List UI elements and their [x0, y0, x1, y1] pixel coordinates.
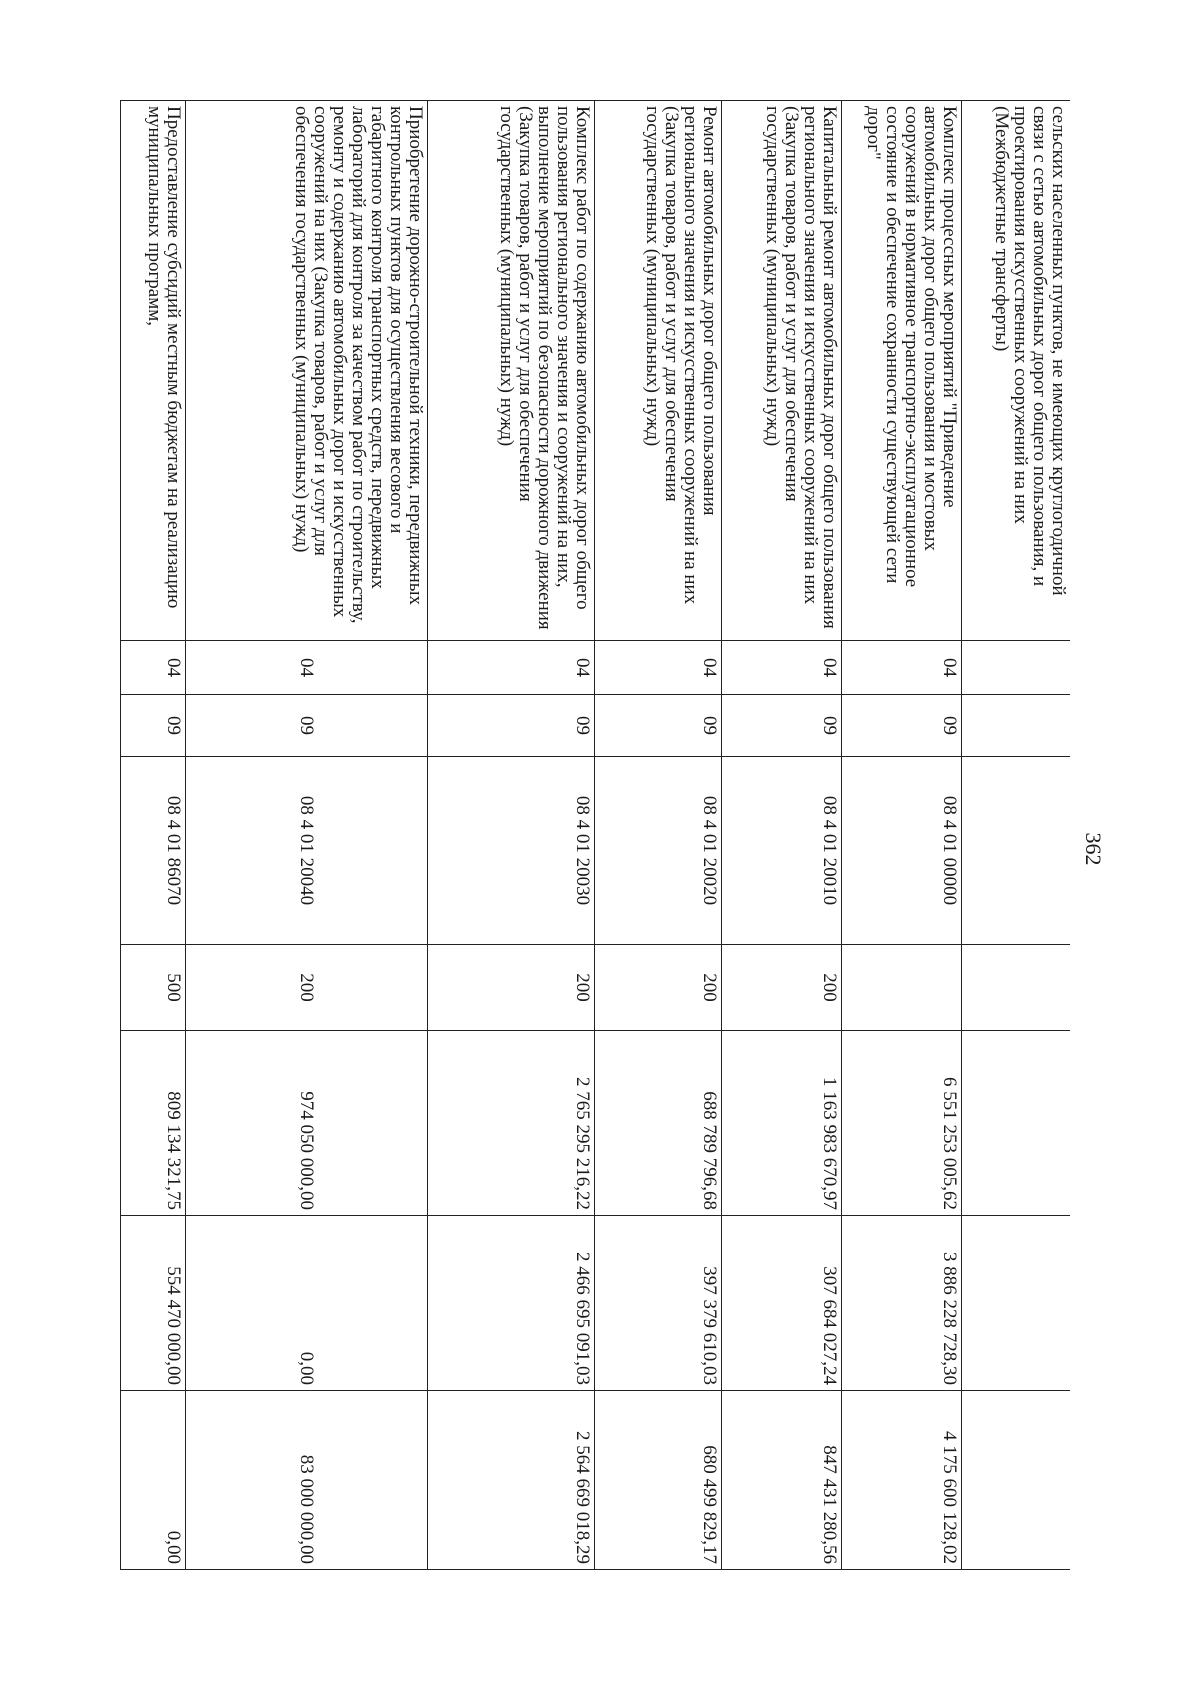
cell-target-article: [961, 757, 1070, 945]
cell-expense-type: [961, 945, 1070, 1031]
cell-amount-2: 3 886 228 728,30: [841, 1216, 961, 1391]
cell-amount-3: 83 000 000,00: [186, 1391, 428, 1570]
cell-amount-1: 974 050 000,00: [186, 1031, 428, 1216]
table-row: [722, 101, 842, 1570]
cell-amount-3: [961, 1391, 1070, 1570]
cell-amount-1: 1 163 983 670,97: [722, 1031, 842, 1216]
cell-section: 04: [594, 641, 721, 695]
cell-target-article: 08 4 01 00000: [841, 757, 961, 945]
cell-amount-2: 307 684 027,24: [722, 1216, 842, 1391]
cell-subsection: [961, 695, 1070, 757]
table-row: [121, 101, 186, 1570]
cell-target-article: 08 4 01 86070: [121, 757, 186, 945]
cell-name: Ремонт автомобильных дорог общего пользования регионального значения и искусственных сооружений на них (Закупка товаров, работ и услуг для обеспечения государственных (муниципальных) нужд): [594, 101, 721, 641]
cell-target-article: 08 4 01 20020: [594, 757, 721, 945]
cell-amount-1: 688 789 796,68: [594, 1031, 721, 1216]
budget-table: [120, 100, 1070, 1570]
rotated-table-container: [120, 100, 1070, 1569]
cell-subsection: 09: [594, 695, 721, 757]
cell-section: [961, 641, 1070, 695]
cell-expense-type: 200: [186, 945, 428, 1031]
table-row: [594, 101, 721, 1570]
cell-name: Приобретение дорожно-строительной техники, передвижных контрольных пунктов для осуществления весового и габаритного контроля транспортных средств, передвижных лабораторий для контроля за качеством работ по строительству, ремонту и содержанию автомобильных дорог и искусственных сооружений на них (Закупка товаров, работ и услуг для обеспечения государственных (муниципальных) нужд): [186, 101, 428, 641]
cell-name: Капитальный ремонт автомобильных дорог общего пользования регионального значения и искусственных сооружений на них (Закупка товаров, работ и услуг для обеспечения государственных (муниципальных) нужд): [722, 101, 842, 641]
cell-subsection: 09: [841, 695, 961, 757]
cell-section: 04: [722, 641, 842, 695]
cell-name: сельских населенных пунктов, не имеющих круглогодичной связи с сетью автомобильных дорог общего пользования, и проектирования искусственных сооружений на них (Межбюджетные трансферты): [961, 101, 1070, 641]
cell-expense-type: 200: [722, 945, 842, 1031]
cell-section: 04: [186, 641, 428, 695]
cell-amount-3: 2 564 669 018,29: [428, 1391, 595, 1570]
cell-target-article: 08 4 01 20040: [186, 757, 428, 945]
cell-amount-2: 397 379 610,03: [594, 1216, 721, 1391]
cell-amount-3: 680 499 829,17: [594, 1391, 721, 1570]
cell-amount-2: 2 466 695 091,03: [428, 1216, 595, 1391]
cell-amount-2: 554 470 000,00: [121, 1216, 186, 1391]
cell-amount-1: 6 551 253 005,62: [841, 1031, 961, 1216]
cell-target-article: 08 4 01 20010: [722, 757, 842, 945]
cell-subsection: 09: [428, 695, 595, 757]
cell-amount-3: 4 175 600 128,02: [841, 1391, 961, 1570]
cell-expense-type: 500: [121, 945, 186, 1031]
cell-amount-3: 847 431 280,56: [722, 1391, 842, 1570]
cell-name: Комплекс работ по содержанию автомобильных дорог общего пользования регионального значения и сооружений на них, выполнение мероприятий по безопасности дорожного движения (Закупка товаров, работ и услуг для обеспечения государственных (муниципальных) нужд): [428, 101, 595, 641]
cell-amount-2: [961, 1216, 1070, 1391]
table-row: [961, 101, 1070, 1570]
cell-target-article: 08 4 01 20030: [428, 757, 595, 945]
cell-section: 04: [841, 641, 961, 695]
cell-amount-1: 2 765 295 216,22: [428, 1031, 595, 1216]
cell-subsection: 09: [722, 695, 842, 757]
cell-name: Комплекс процессных мероприятий "Приведение автомобильных дорог общего пользования и мостовых сооружений в нормативное транспортно-эксплуатационное состояние и обеспечение сохранности существующей сети дорог": [841, 101, 961, 641]
cell-section: 04: [428, 641, 595, 695]
table-row: [428, 101, 595, 1570]
cell-amount-1: [961, 1031, 1070, 1216]
table-row: [841, 101, 961, 1570]
cell-subsection: 09: [186, 695, 428, 757]
cell-amount-2: 0,00: [186, 1216, 428, 1391]
table-row: [186, 101, 428, 1570]
cell-expense-type: 200: [594, 945, 721, 1031]
page-number: 362: [1081, 832, 1106, 866]
cell-expense-type: [841, 945, 961, 1031]
cell-amount-1: 809 134 321,75: [121, 1031, 186, 1216]
cell-name: Предоставление субсидий местным бюджетам на реализацию муниципальных программ,: [121, 101, 186, 641]
cell-subsection: 09: [121, 695, 186, 757]
cell-amount-3: 0,00: [121, 1391, 186, 1570]
cell-expense-type: 200: [428, 945, 595, 1031]
cell-section: 04: [121, 641, 186, 695]
